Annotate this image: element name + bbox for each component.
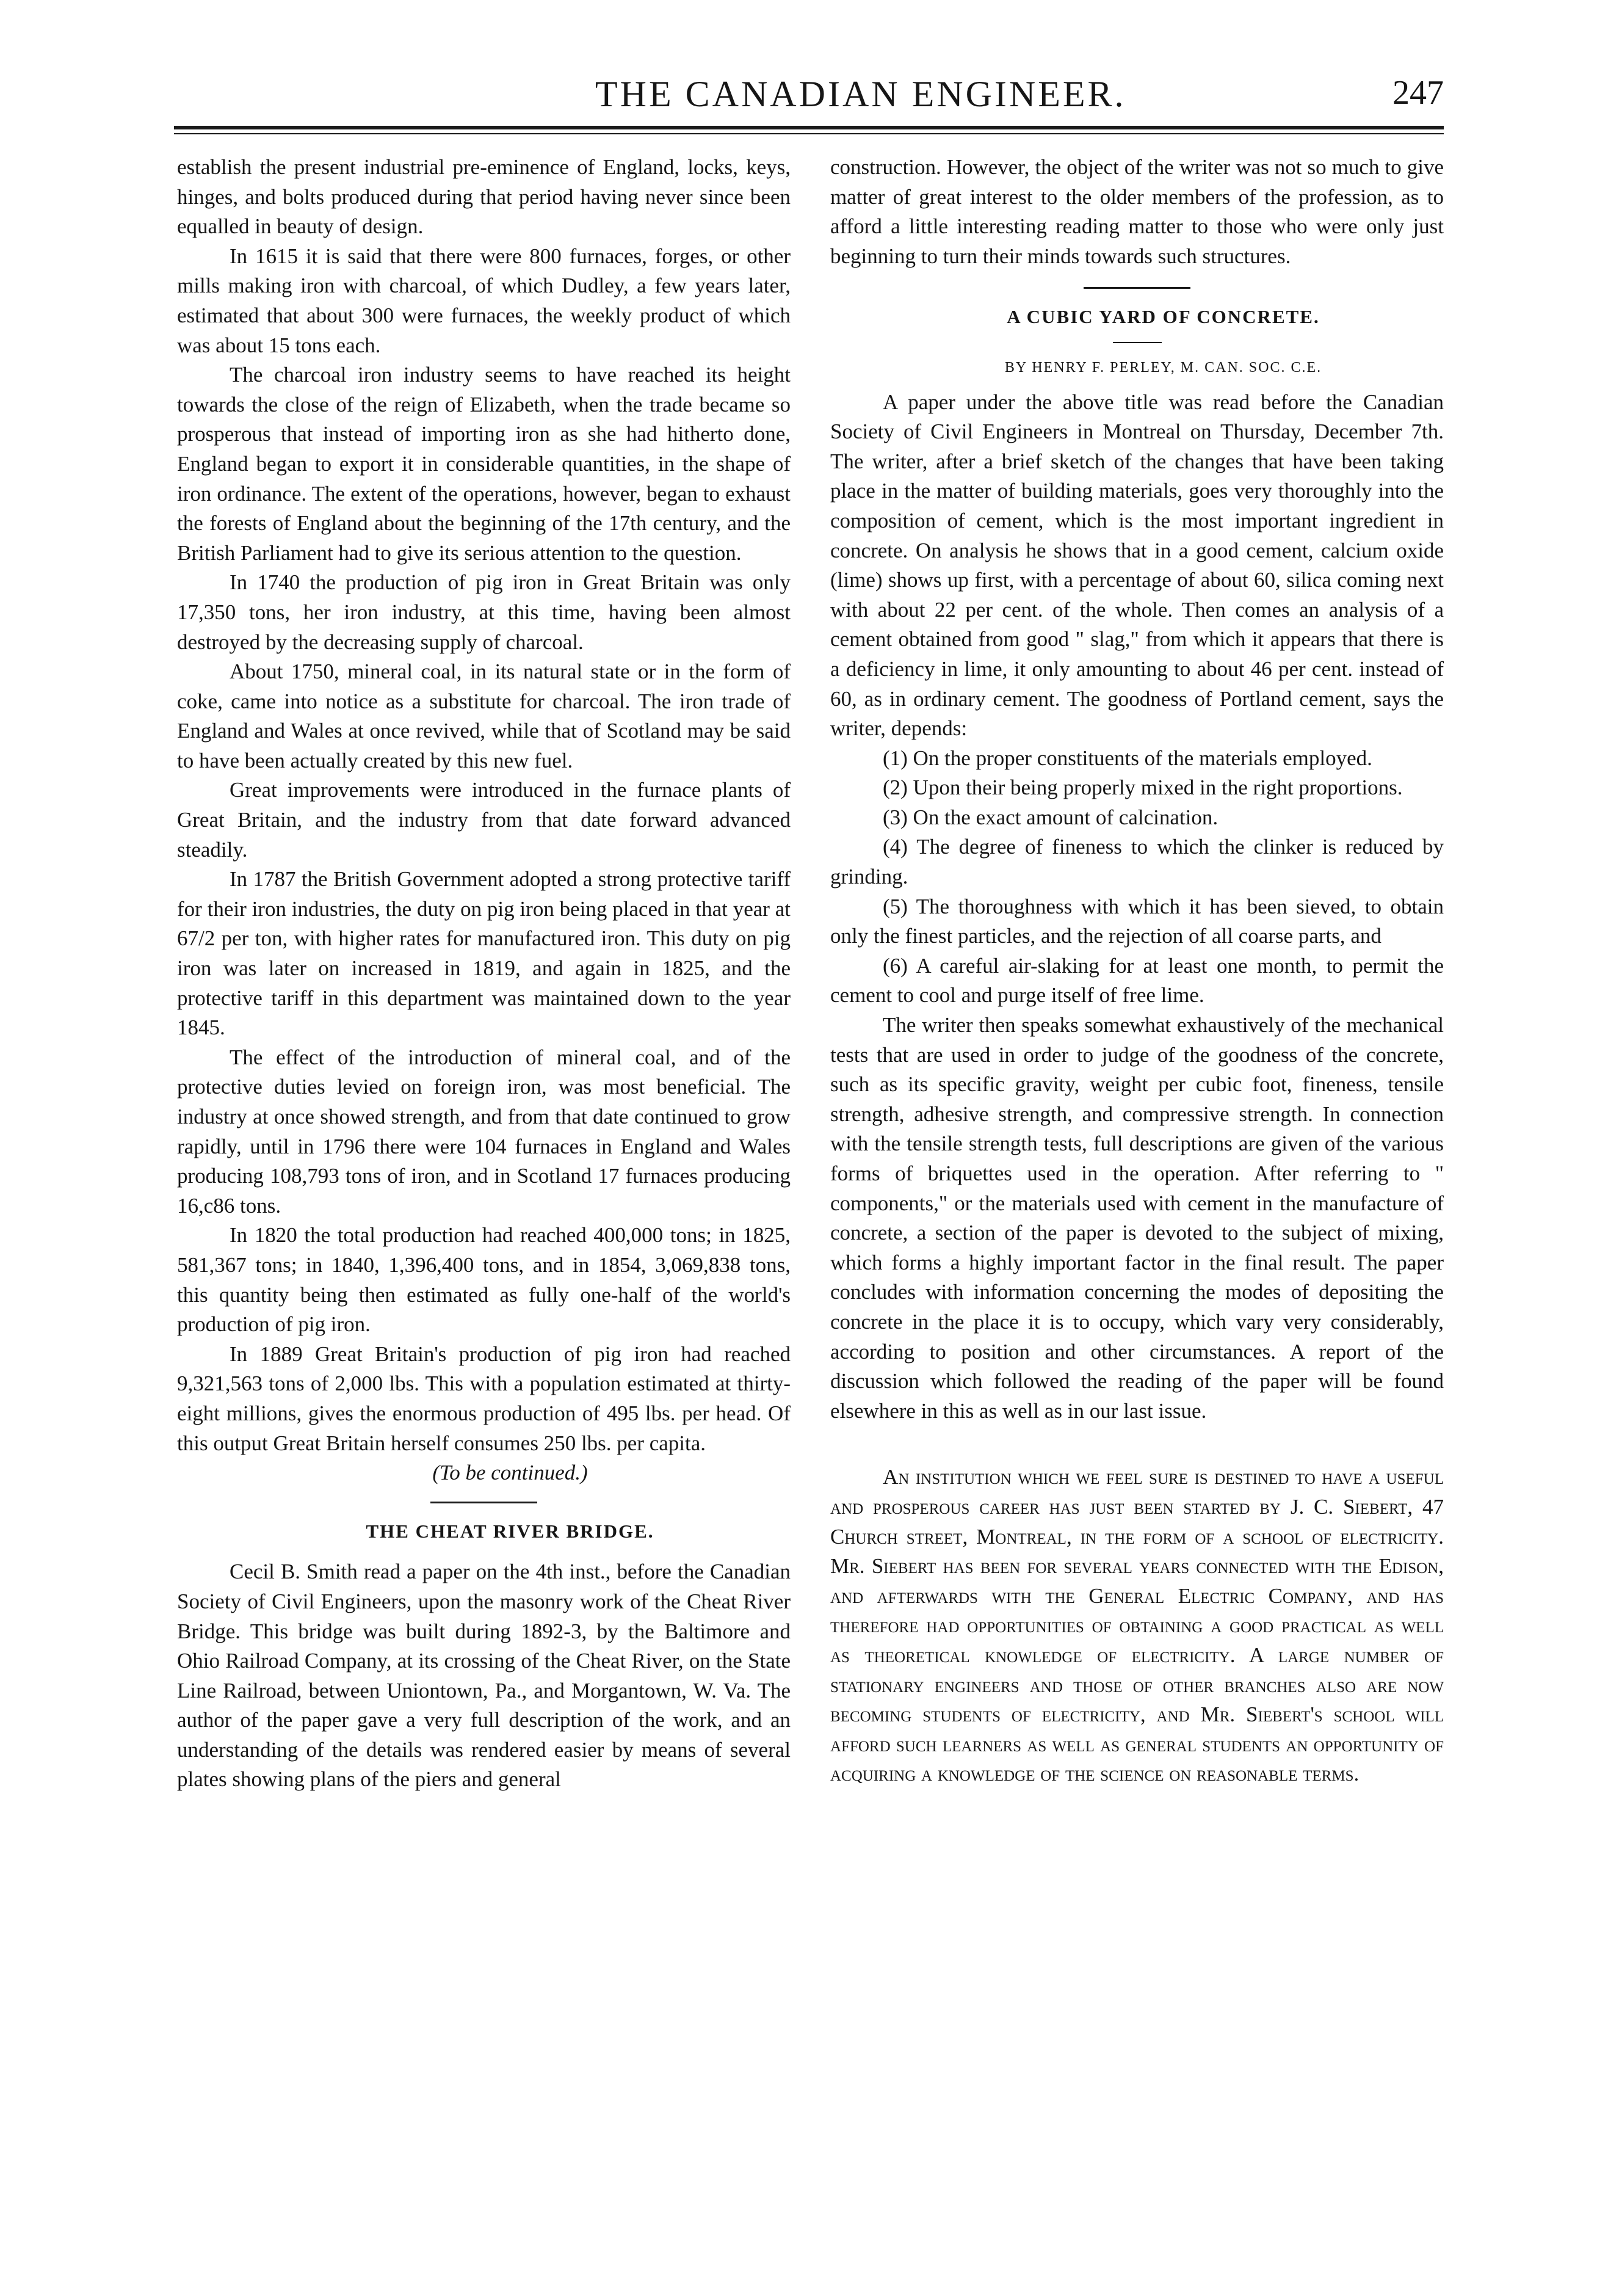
electricity-paragraph: An institution which we feel sure is destined to have a useful and prosperous career has just been started by J. C. Siebert, 47 Church street, Montreal, in the form of a school of electricity. Mr. Siebert has been for several years connected with the Edison, and afterwards with the General Electric Company, and has therefore had opportunities of obtaining a good practical as well as theoretical knowledge of electricity. A large number of stationary engineers and those of other branches also are now becoming students of electricity, and Mr. Siebert's school will afford such learners as well as general students an opportunity of acquiring a knowledge of the science on reasonable terms.: [830, 1465, 1444, 1786]
concrete-list-item: (4) The degree of fineness to which the clinker is reduced by grinding.: [830, 835, 1444, 889]
left-column: [177, 153, 791, 1795]
journal-title: THE CANADIAN ENGINEER.: [595, 74, 1126, 114]
iron-paragraph: In 1889 Great Britain's production of pig iron had reached 9,321,563 tons of 2,000 lbs. This with a population estimated at thirty-eight millions, gives the enormous production of 495 lbs. per head. Of this output Great Britain herself consumes 250 lbs. per capita.: [177, 1342, 791, 1455]
concrete-list-item: (5) The thoroughness with which it has been sieved, to obtain only the finest particles, and the rejection of all coarse parts, and: [830, 894, 1444, 948]
concrete-list-item: (2) Upon their being properly mixed in the right proportions.: [883, 776, 1403, 800]
right-column: [830, 153, 1444, 1789]
iron-paragraph: The charcoal iron industry seems to have reached its height towards the close of the reign of Elizabeth, when the trade became so prosperous that instead of importing iron as she had hitherto done, England began to export it in considerable quantities, in the shape of iron ordinance. The extent of the operations, however, began to exhaust the forests of England about the beginning of the 17th century, and the British Parliament had to give its serious attention to the question.: [177, 363, 791, 565]
concrete-list-item: (6) A careful air-slaking for at least one month, to permit the cement to cool and purge itself of free lime.: [830, 953, 1444, 1008]
concrete-intro: A paper under the above title was read before the Canadian Society of Civil Engineers in Montreal on Thursday, December 7th. The writer, after a brief sketch of the changes that have been taking place in the matter of building materials, goes very thoroughly into the composition of cement, which is the most important ingredient in concrete. On analysis he shows that in a good cement, calcium oxide (lime) shows up first, with a percentage of about 60, silica coming next with about 22 per cent. of the whole. Then comes an analysis of a cement obtained from good " slag," from which it appears that there is a deficiency in lime, it only amounting to about 46 per cent. instead of 60, as in ordinary cement. The goodness of Portland cement, says the writer, depends:: [830, 390, 1444, 741]
page-number: 247: [1392, 74, 1444, 112]
section-gap: [830, 1426, 1444, 1462]
iron-paragraph: About 1750, mineral coal, in its natural state or in the form of coke, came into notice as a substitute for charcoal. The iron trade of England and Wales at once revived, while that of Scotland may be said to have been actually created by this new fuel.: [177, 659, 791, 772]
header-rule-thick: [174, 126, 1444, 129]
concrete-byline: BY HENRY F. PERLEY, M. CAN. SOC. C.E.: [1004, 359, 1322, 376]
iron-paragraph: Great improvements were introduced in the furnace plants of Great Britain, and the industry from that date forward advanced steadily.: [177, 778, 791, 862]
iron-paragraph: In 1615 it is said that there were 800 furnaces, forges, or other mills making iron with charcoal, of which Dudley, a few years later, estimated that about 300 were furnaces, the weekly product of which was about 15 tons each.: [177, 244, 791, 357]
iron-paragraph: The effect of the introduction of mineral coal, and of the protective duties levied on foreign iron, was most beneficial. The industry at once showed strength, and from that date continued to grow rapidly, until in 1796 there were 104 furnaces in England and Wales producing 108,793 tons of iron, and in Scotland 17 furnaces producing 16,c86 tons.: [177, 1045, 791, 1218]
bridge-continuation: construction. However, the object of the writer was not so much to give matter of great interest to the older members of the profession, as to afford a little interesting reading matter to those who were only just beginning to turn their minds towards such structures.: [830, 155, 1444, 268]
iron-paragraph: establish the present industrial pre-eminence of England, locks, keys, hinges, and bolts produced during that period having never since been equalled in beauty of design.: [177, 155, 791, 239]
concrete-heading: A CUBIC YARD OF CONCRETE.: [1007, 306, 1320, 328]
iron-paragraph: In 1740 the production of pig iron in Great Britain was only 17,350 tons, her iron industry, at this time, having been almost destroyed by the decreasing supply of charcoal.: [177, 570, 791, 654]
bridge-paragraph: Cecil B. Smith read a paper on the 4th inst., before the Canadian Society of Civil Engineers, upon the masonry work of the Cheat River Bridge. This bridge was built during 1892-3, by the Baltimore and Ohio Railroad Company, at its crossing of the Cheat River, on the State Line Railroad, between Uniontown, Pa., and Morgantown, W. Va. The author of the paper gave a very full description of the work, and an understanding of the details was rendered easier by means of several plates showing plans of the piers and general: [177, 1560, 791, 1792]
heading-divider: [1113, 342, 1162, 343]
section-divider: [1084, 287, 1190, 289]
header-rule-thin: [174, 133, 1444, 134]
concrete-list-item: (1) On the proper constituents of the materials employed.: [883, 746, 1372, 770]
section-divider: [430, 1502, 537, 1503]
continued-note: (To be continued.): [432, 1461, 588, 1485]
page-header: [174, 68, 1444, 123]
concrete-list-item: (3) On the exact amount of calcination.: [883, 805, 1219, 829]
iron-paragraph: In 1820 the total production had reached 400,000 tons; in 1825, 581,367 tons; in 1840, 1,396,400 tons, and in 1854, 3,069,838 tons, this quantity being then estimated as fully one-half of the world's production of pig iron.: [177, 1223, 791, 1337]
iron-paragraph: In 1787 the British Government adopted a strong protective tariff for their iron industries, the duty on pig iron being placed in that year at 67/2 per ton, with higher rates for manufactured iron. This duty on pig iron was later on increased in 1819, and again in 1825, and the protective tariff in this department was maintained down to the year 1845.: [177, 867, 791, 1040]
concrete-conclusion: The writer then speaks somewhat exhaustively of the mechanical tests that are used in order to judge of the goodness of the concrete, such as its specific gravity, weight per cubic foot, fineness, tensile strength, adhesive strength, and compressive strength. In connection with the tensile strength tests, full descriptions are given of the various forms of briquettes used in the operation. After referring to " components," or the materials used with cement in the manufacture of concrete, a section of the paper is devoted to the subject of mixing, which forms a highly important factor in the final result. The paper concludes with information concerning the modes of depositing the concrete in the place it is to occupy, which vary very considerably, according to position and other circumstances. A report of the discussion which followed the reading of the paper will be found elsewhere in this as well as in our last issue.: [830, 1013, 1444, 1423]
bridge-heading: THE CHEAT RIVER BRIDGE.: [366, 1520, 654, 1542]
